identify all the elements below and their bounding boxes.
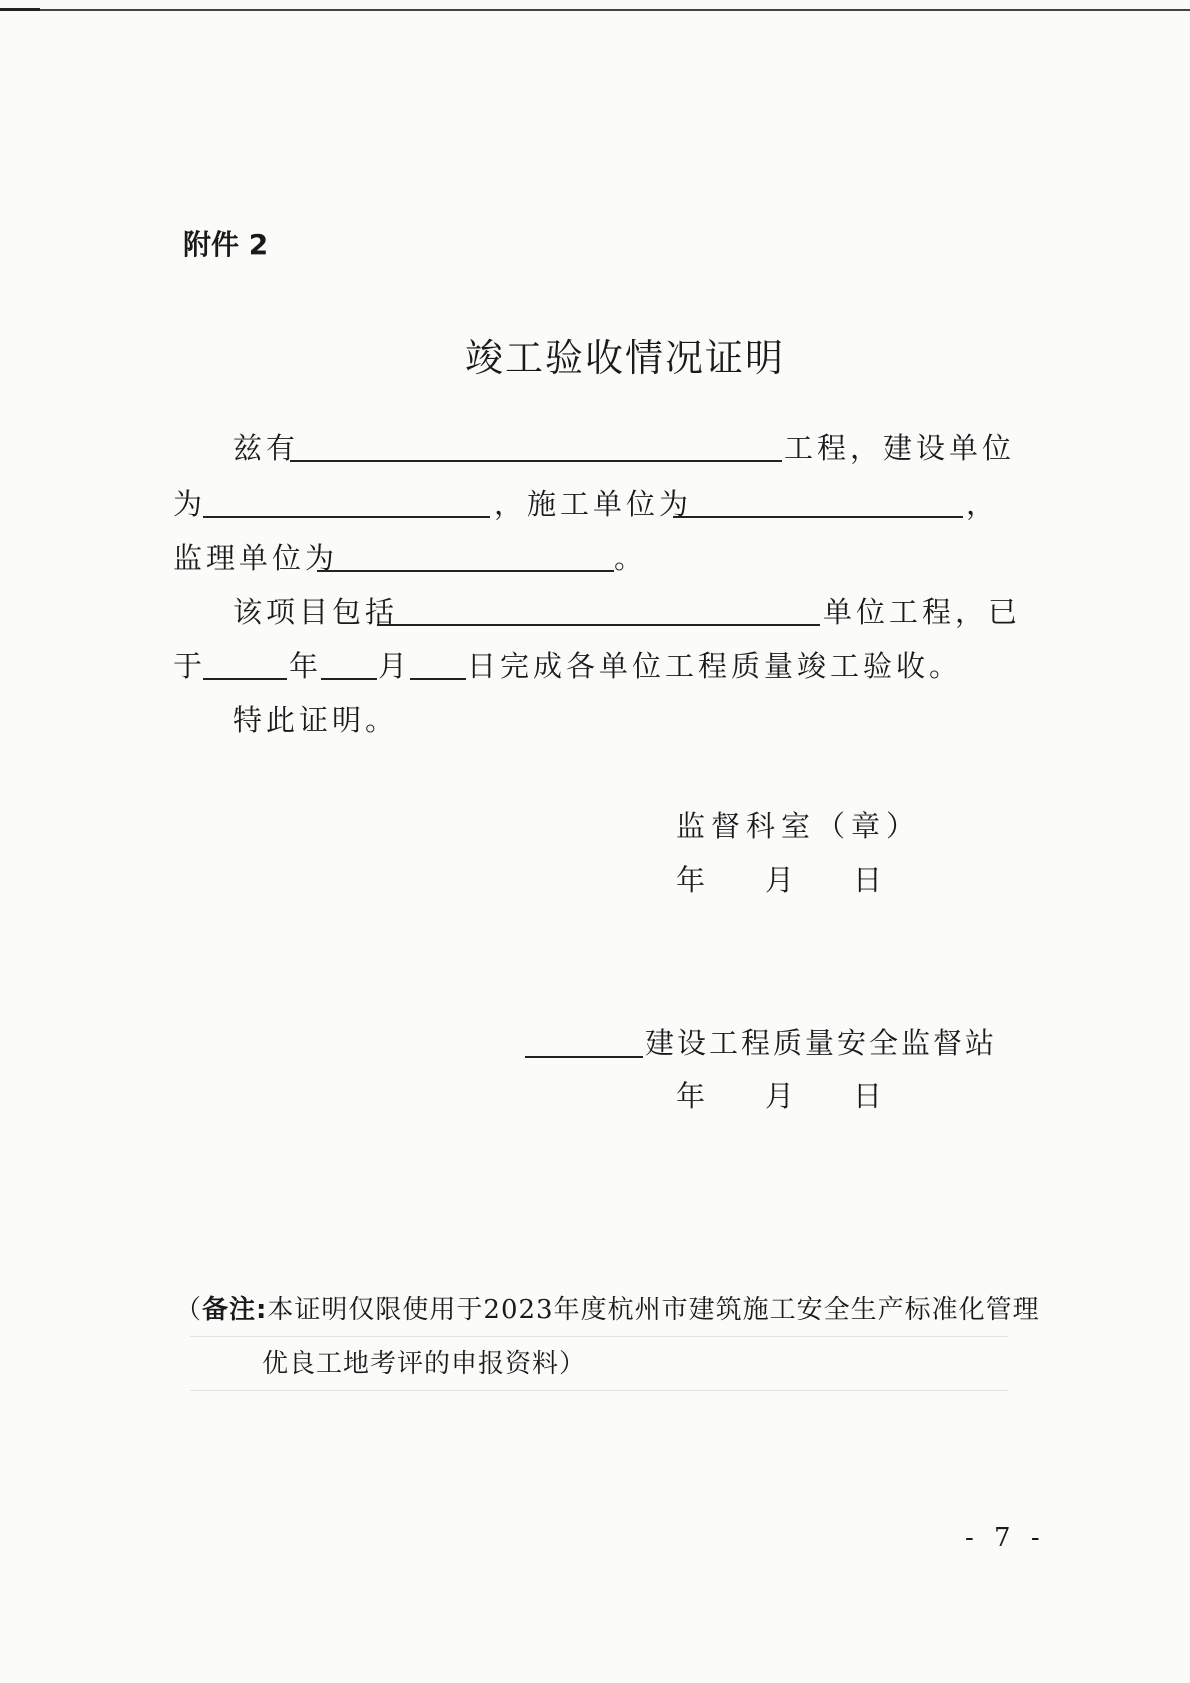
project-name-blank[interactable]	[290, 460, 782, 462]
day-blank[interactable]	[410, 678, 466, 680]
sig1-day: 日	[853, 863, 883, 897]
quality-safety-station: 建设工程质量安全监督站	[645, 1026, 998, 1060]
note-open-paren: （	[175, 1295, 203, 1325]
line1-prefix: 兹有	[233, 431, 300, 465]
sig1-year: 年	[676, 863, 706, 897]
line1-suffix: 工程，建设单位	[784, 431, 1016, 465]
note-rule-2	[190, 1390, 1008, 1391]
note-line1	[175, 1293, 1040, 1327]
top-border-line	[0, 9, 1190, 11]
top-border-mark	[0, 8, 40, 11]
station-name-blank[interactable]	[525, 1056, 643, 1058]
supervision-unit-blank[interactable]	[317, 570, 614, 572]
document-title: 竣工验收情况证明	[464, 336, 785, 380]
note-rule-1	[190, 1336, 1008, 1337]
sig2-day: 日	[853, 1079, 883, 1113]
note-line1-text: 本证明仅限使用于2023年度杭州市建筑施工安全生产标准化管理	[267, 1295, 1040, 1325]
note-label: 备注:	[202, 1295, 268, 1325]
sig2-month: 月	[765, 1079, 795, 1113]
supervision-section-seal: 监督科室（章）	[676, 809, 922, 843]
line5-suffix: 日完成各单位工程质量竣工验收。	[467, 649, 963, 683]
sig1-month: 月	[765, 863, 795, 897]
year-blank[interactable]	[203, 678, 287, 680]
line2-suffix: ，	[966, 487, 1000, 521]
line2-prefix: 为	[173, 487, 207, 521]
line5-year: 年	[289, 649, 323, 683]
month-blank[interactable]	[321, 678, 377, 680]
line2-mid: ，施工单位为	[494, 487, 693, 521]
note-line2: 优良工地考评的申报资料）	[262, 1349, 587, 1379]
line5-prefix: 于	[173, 649, 207, 683]
attachment-label: 附件 2	[183, 228, 269, 261]
construction-unit-blank[interactable]	[203, 516, 490, 518]
line4-suffix: 单位工程，已	[823, 595, 1022, 629]
line5-month: 月	[378, 649, 412, 683]
line3-suffix: 。	[614, 541, 648, 575]
line4-prefix: 该项目包括	[233, 595, 399, 629]
unit-works-blank[interactable]	[377, 624, 820, 626]
contractor-unit-blank[interactable]	[673, 516, 963, 518]
page-number: - 7 -	[965, 1523, 1046, 1553]
line3-prefix: 监理单位为	[173, 541, 339, 575]
sig2-year: 年	[676, 1079, 706, 1113]
closing-text: 特此证明。	[233, 703, 399, 737]
